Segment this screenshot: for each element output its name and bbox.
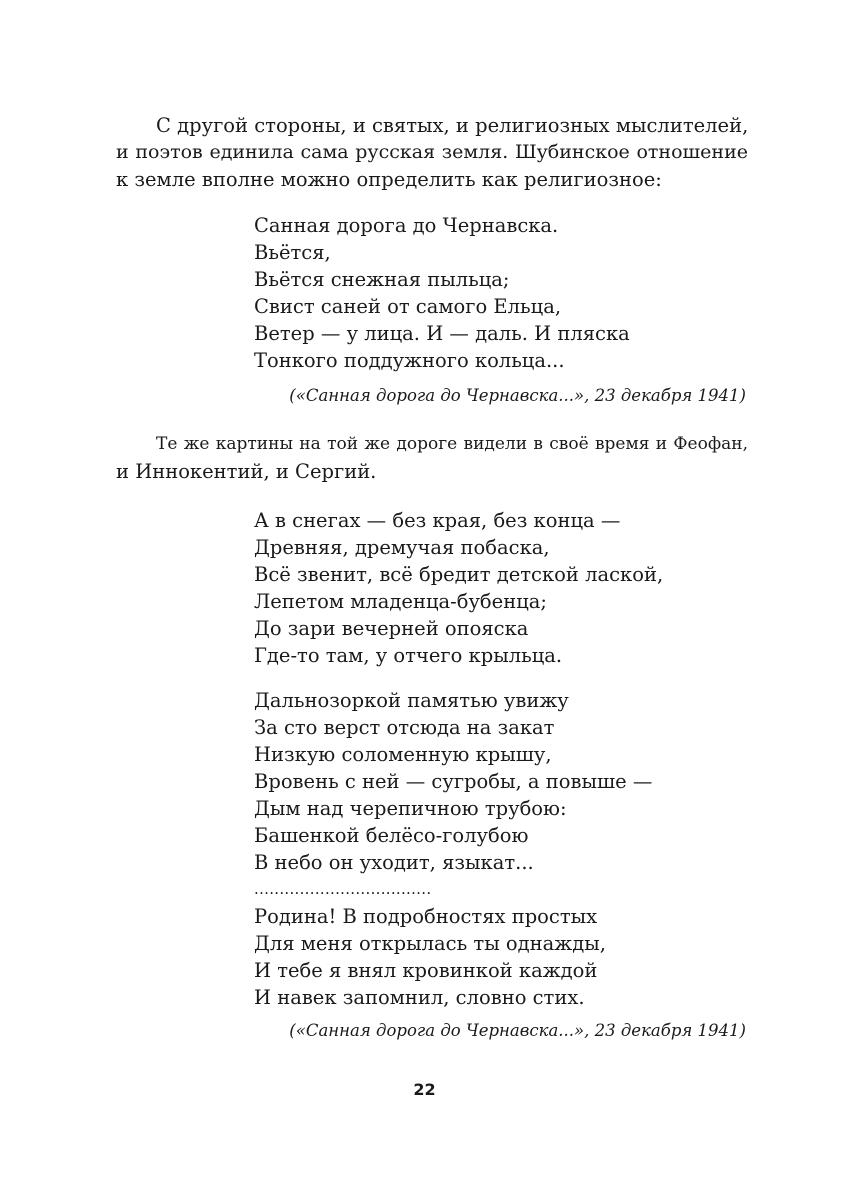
verse-line: И тебе я внял кровинкой каждой	[254, 959, 598, 982]
verse-line: Башенкой белёсо-голубою	[254, 824, 529, 847]
verse-line: Вьётся,	[254, 241, 331, 264]
verse-line: В небо он уходит, языкат...	[254, 851, 534, 874]
verse-line: Свист саней от самого Ельца,	[254, 295, 562, 318]
verse-line: Вровень с ней — сугробы, а повыше —	[254, 770, 653, 793]
verse-line: Тонкого поддужного кольца...	[254, 349, 565, 372]
verse-line: А в снегах — без края, без конца —	[254, 509, 621, 532]
verse-line: Родина! В подробностях простых	[254, 905, 598, 928]
verse-dotted-line: ...................................	[254, 880, 432, 898]
verse-line: Дальнозоркой памятью увижу	[254, 689, 569, 712]
paragraph-line: Те же картины на той же дороге видели в своё время и Феофан,	[156, 434, 748, 454]
paragraph-line: и Иннокентий, и Сергий.	[116, 460, 377, 483]
verse-line: Вьётся снежная пыльца;	[254, 268, 510, 291]
verse-line: До зари вечерней опояска	[254, 617, 529, 640]
verse-line: Лепетом младенца-бубенца;	[254, 590, 547, 613]
verse-line: За сто верст отсюда на закат	[254, 716, 555, 739]
verse-line: Низкую соломенную крышу,	[254, 743, 552, 766]
paragraph-2	[116, 431, 748, 485]
poem-1-source: («Санная дорога до Чернавска...», 23 декабря 1941)	[289, 386, 746, 405]
verse-line: И навек запомнил, словно стих.	[254, 986, 585, 1009]
poem-2-source: («Санная дорога до Чернавска...», 23 декабря 1941)	[289, 1021, 746, 1040]
poem-2-stanza-1	[254, 507, 663, 669]
paragraph-line: С другой стороны, и святых, и религиозных мыслителей,	[156, 114, 749, 137]
paragraph-1	[116, 112, 748, 193]
verse-line: Для меня открылась ты однажды,	[254, 932, 606, 955]
verse-line: Дым над черепичною трубою:	[254, 797, 567, 820]
paragraph-line: к земле вполне можно определить как религиозное:	[116, 168, 662, 191]
poem-2-stanza-2	[254, 687, 652, 1011]
verse-line: Всё звенит, всё бредит детской лаской,	[254, 563, 664, 586]
verse-line: Санная дорога до Чернавска.	[254, 214, 559, 237]
poem-1	[254, 212, 630, 374]
verse-line: Где-то там, у отчего крыльца.	[254, 644, 563, 667]
paragraph-line: и поэтов единила сама русская земля. Шубинское отношение	[116, 141, 748, 163]
verse-line: Древняя, дремучая побаска,	[254, 536, 550, 559]
verse-line: Ветер — у лица. И — даль. И пляска	[254, 322, 630, 345]
page-number: 22	[413, 1080, 436, 1099]
